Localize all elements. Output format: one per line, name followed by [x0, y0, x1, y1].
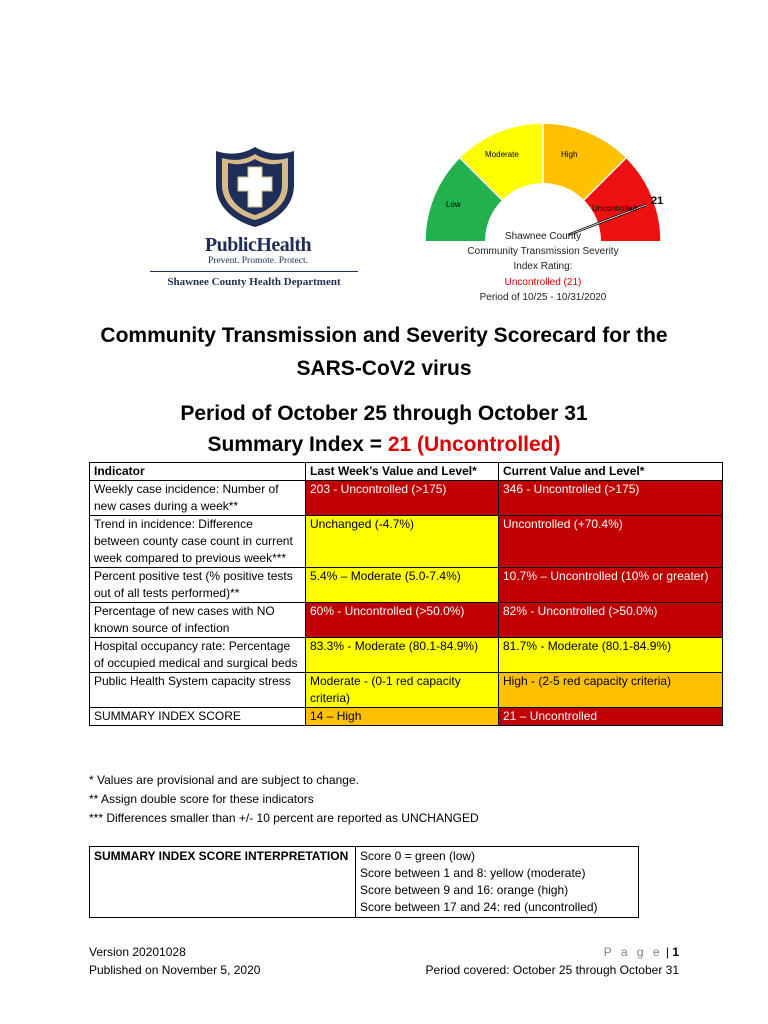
gauge-caption-title: Community Transmission Severity — [467, 246, 619, 257]
indicator-cell: SUMMARY INDEX SCORE — [90, 708, 306, 726]
indicator-cell: Hospital occupancy rate: Percentage of occupied medical and surgical beds — [90, 638, 306, 673]
logo-divider — [150, 271, 358, 272]
summary-score-row — [90, 708, 723, 726]
footnote: ** Assign double score for these indicators — [89, 792, 314, 806]
page-number: 1 — [672, 945, 679, 959]
shield-cross-icon — [212, 145, 298, 229]
gauge-rating: Uncontrolled (21) — [504, 277, 582, 288]
interpretation-row — [90, 847, 639, 918]
interpretation-line: Score between 9 and 16: orange (high) — [360, 883, 569, 897]
footnotes — [89, 771, 479, 828]
last-week-cell: Moderate - (0-1 red capacity criteria) — [306, 673, 499, 708]
gauge-label-high: High — [561, 150, 578, 159]
last-week-cell: 83.3% - Moderate (80.1-84.9%) — [306, 638, 499, 673]
table-row — [90, 516, 723, 568]
footer-page — [604, 943, 679, 961]
summary-index-prefix: Summary Index = — [207, 433, 388, 456]
last-week-cell: 14 – High — [306, 708, 499, 726]
indicator-cell: Percent positive test (% positive tests out of all tests performed)** — [90, 568, 306, 603]
footer-published: Published on November 5, 2020 — [89, 963, 261, 977]
severity-gauge — [418, 122, 668, 308]
current-cell: Uncontrolled (+70.4%) — [499, 516, 723, 568]
document-title-line2: SARS-CoV2 virus — [296, 357, 472, 380]
last-week-cell: Unchanged (-4.7%) — [306, 516, 499, 568]
department-name: Shawnee County Health Department — [167, 276, 341, 288]
page-separator: | — [662, 945, 673, 959]
gauge-label-uncontrolled: Uncontrolled — [592, 204, 637, 213]
gauge-value: 21 — [651, 195, 664, 207]
last-week-cell: 203 - Uncontrolled (>175) — [306, 481, 499, 516]
interpretation-values — [356, 847, 639, 918]
current-cell: 10.7% – Uncontrolled (10% or greater) — [499, 568, 723, 603]
current-cell: 82% - Uncontrolled (>50.0%) — [499, 603, 723, 638]
gauge-label-low: Low — [446, 200, 461, 209]
brand-tagline: Prevent. Promote. Protect. — [208, 256, 308, 266]
footnote: * Values are provisional and are subject to change. — [89, 773, 359, 787]
indicator-cell: Weekly case incidence: Number of new cases during a week** — [90, 481, 306, 516]
gauge-period: Period of 10/25 - 10/31/2020 — [479, 292, 607, 303]
table-row — [90, 603, 723, 638]
gauge-caption-index: Index Rating: — [513, 261, 573, 272]
table-row — [90, 568, 723, 603]
interpretation-line: Score 0 = green (low) — [360, 849, 476, 863]
page-word: P a g e — [603, 945, 663, 959]
table-row — [90, 673, 723, 708]
interpretation-line: Score between 17 and 24: red (uncontrolled) — [360, 900, 598, 914]
current-cell: 346 - Uncontrolled (>175) — [499, 481, 723, 516]
indicator-cell: Public Health System capacity stress — [90, 673, 306, 708]
current-cell: 81.7% - Moderate (80.1-84.9%) — [499, 638, 723, 673]
table-row — [90, 481, 723, 516]
table-header-row — [90, 463, 723, 481]
gauge-caption-county: Shawnee County — [504, 231, 582, 242]
footnote: *** Differences smaller than +/- 10 percent are reported as UNCHANGED — [89, 811, 479, 825]
footer-version: Version 20201028 — [89, 945, 186, 959]
last-week-cell: 60% - Uncontrolled (>50.0%) — [306, 603, 499, 638]
indicator-cell: Percentage of new cases with NO known source of infection — [90, 603, 306, 638]
column-header-current: Current Value and Level* — [499, 463, 723, 481]
footer-period: Period covered: October 25 through October 31 — [425, 963, 679, 977]
scorecard-table — [89, 462, 723, 726]
summary-index-heading — [40, 429, 728, 460]
interpretation-header: SUMMARY INDEX SCORE INTERPRETATION — [90, 847, 356, 918]
current-cell: 21 – Uncontrolled — [499, 708, 723, 726]
column-header-last-week: Last Week’s Value and Level* — [306, 463, 499, 481]
document-title-line1: Community Transmission and Severity Scorecard for the — [100, 324, 668, 347]
summary-index-value: 21 (Uncontrolled) — [387, 433, 561, 456]
indicator-cell: Trend in incidence: Difference between county case count in current week compared to previous week*** — [90, 516, 306, 568]
period-heading: Period of October 25 through October 31 — [180, 402, 588, 425]
table-row — [90, 638, 723, 673]
brand-name: PublicHealth — [204, 234, 312, 256]
interpretation-line: Score between 1 and 8: yellow (moderate) — [360, 866, 586, 880]
current-cell: High - (2-5 red capacity criteria) — [499, 673, 723, 708]
column-header-indicator: Indicator — [90, 463, 306, 481]
interpretation-table — [89, 846, 639, 918]
gauge-label-moderate: Moderate — [485, 150, 519, 159]
last-week-cell: 5.4% – Moderate (5.0-7.4%) — [306, 568, 499, 603]
public-health-logo — [150, 145, 360, 295]
